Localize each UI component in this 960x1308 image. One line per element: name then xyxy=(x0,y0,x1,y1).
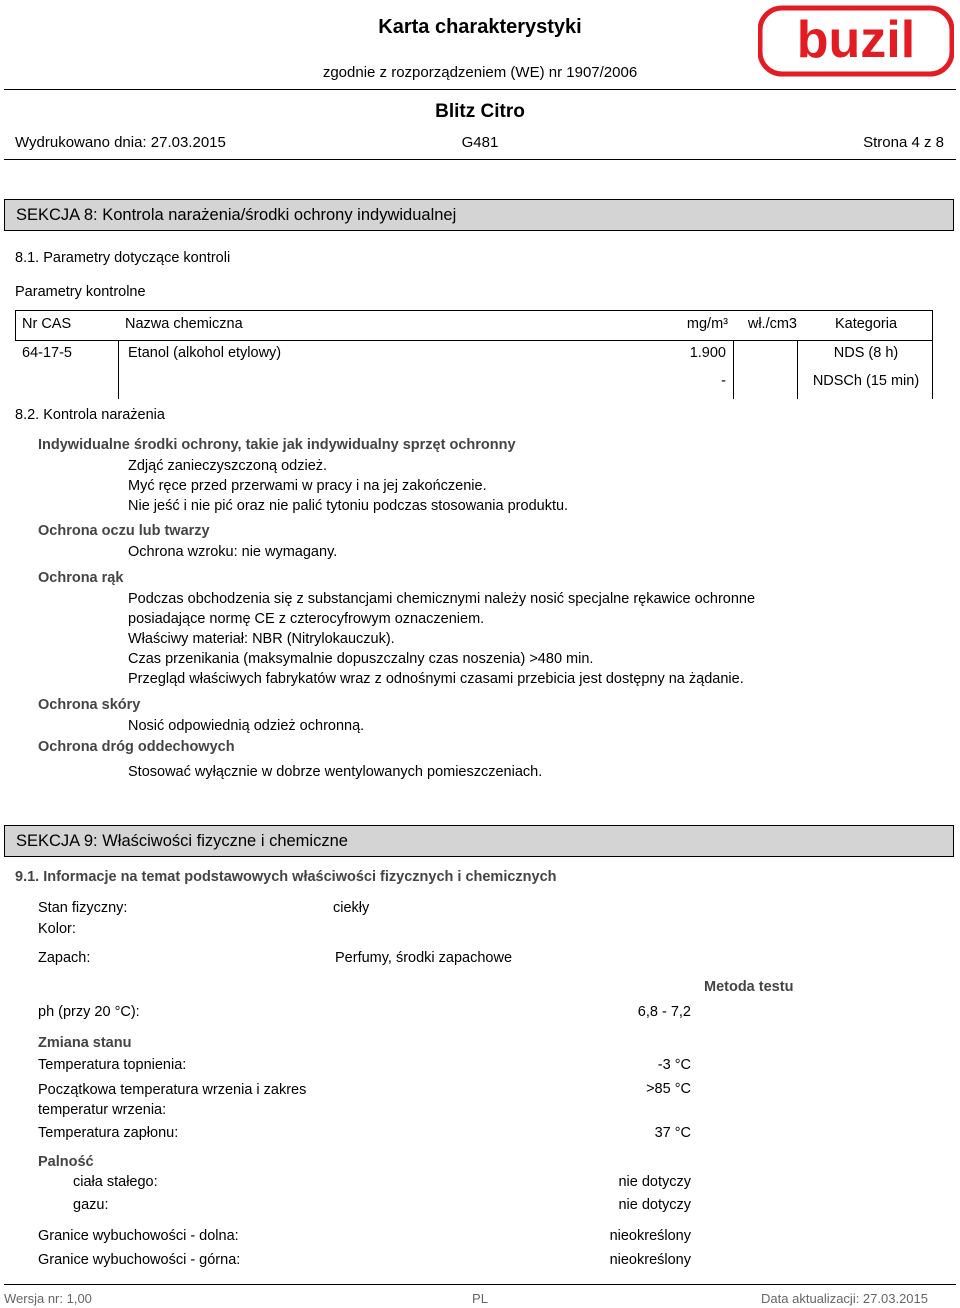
gas-value: nie dotyczy xyxy=(618,1197,691,1213)
ph-value: 6,8 - 7,2 xyxy=(637,1004,691,1020)
personal-line-1: Zdjąć zanieczyszczoną odzież. xyxy=(128,458,328,474)
th-name: Nazwa chemiczna xyxy=(125,316,243,332)
product-name: Blitz Citro xyxy=(435,101,525,122)
flammability-title: Palność xyxy=(38,1154,94,1170)
personal-line-3: Nie jeść i nie pić oraz nie palić tytoniu podczas stosowania produktu. xyxy=(128,498,569,514)
footer-language: PL xyxy=(472,1291,488,1306)
boiling-point-label-1: Początkowa temperatura wrzenia i zakres xyxy=(38,1082,307,1098)
td-mg: 1.900 xyxy=(689,345,726,361)
state-change-title: Zmiana stanu xyxy=(38,1035,132,1051)
eye-protection-line: Ochrona wzroku: nie wymagany. xyxy=(128,544,338,560)
boiling-point-label-2: temperatur wrzenia: xyxy=(38,1102,167,1118)
logo-wordmark: buzil xyxy=(796,11,916,69)
td-cas: 64-17-5 xyxy=(22,345,72,361)
respiratory-protection-title: Ochrona dróg oddechowych xyxy=(38,739,235,755)
section8-header: SEKCJA 8: Kontrola narażenia/środki ochrony indywidualnej xyxy=(4,199,954,231)
lower-explosion-label: Granice wybuchowości - dolna: xyxy=(38,1228,239,1244)
printed-date: Wydrukowano dnia: 27.03.2015 xyxy=(15,134,226,151)
document-title: Karta charakterystyki xyxy=(378,16,582,38)
skin-protection-line: Nosić odpowiednią odzież ochronną. xyxy=(128,718,365,734)
product-code: G481 xyxy=(461,134,499,151)
flash-point-value: 37 °C xyxy=(654,1125,691,1141)
personal-protection-title: Indywidualne środki ochrony, takie jak indywidualny sprzęt ochronny xyxy=(38,437,516,453)
hand-line-3: Właściwy materiał: NBR (Nitrylokauczuk). xyxy=(128,631,395,647)
melting-point-label: Temperatura topnienia: xyxy=(38,1057,187,1073)
td-name: Etanol (alkohol etylowy) xyxy=(128,345,282,361)
state-value: ciekły xyxy=(333,900,370,916)
color-label: Kolor: xyxy=(38,921,76,937)
flash-point-label: Temperatura zapłonu: xyxy=(38,1125,179,1141)
boiling-point-value: >85 °C xyxy=(646,1081,691,1097)
upper-explosion-label: Granice wybuchowości - górna: xyxy=(38,1252,241,1268)
params-label: Parametry kontrolne xyxy=(15,284,146,300)
personal-line-2: Myć ręce przed przerwami w pracy i na jej zakończenie. xyxy=(128,478,487,494)
section9-1-title: 9.1. Informacje na temat podstawowych właściwości fizycznych i chemicznych xyxy=(15,869,557,885)
section9-header: SEKCJA 9: Właściwości fizyczne i chemiczne xyxy=(4,825,954,857)
td-category-2: NDSCh (15 min) xyxy=(812,373,920,389)
footer-version: Wersja nr: 1,00 xyxy=(4,1291,92,1306)
td-category: NDS (8 h) xyxy=(833,345,899,361)
test-method-header: Metoda testu xyxy=(704,979,794,995)
odor-value: Perfumy, środki zapachowe xyxy=(335,950,513,966)
gas-label: gazu: xyxy=(73,1197,109,1213)
th-mg: mg/m³ xyxy=(686,316,728,332)
skin-protection-title: Ochrona skóry xyxy=(38,697,141,713)
melting-point-value: -3 °C xyxy=(657,1057,691,1073)
hand-line-4: Czas przenikania (maksymalnie dopuszczalny czas noszenia) >480 min. xyxy=(128,651,594,667)
hand-protection-title: Ochrona rąk xyxy=(38,570,124,586)
hand-line-2: posiadające normę CE z czterocyfrowym oznaczeniem. xyxy=(128,611,485,627)
hand-line-1: Podczas obchodzenia się z substancjami chemicznymi należy nosić specjalne rękawice ochronne xyxy=(128,591,756,607)
section8-2-title: 8.2. Kontrola narażenia xyxy=(15,407,165,423)
document-subtitle: zgodnie z rozporządzeniem (WE) nr 1907/2006 xyxy=(322,64,638,81)
th-wl: wł./cm3 xyxy=(747,316,797,332)
td-mg-2: - xyxy=(721,373,726,389)
eye-protection-title: Ochrona oczu lub twarzy xyxy=(38,523,210,539)
page-number: Strona 4 z 8 xyxy=(863,134,944,151)
buzil-logo xyxy=(758,5,954,77)
solid-value: nie dotyczy xyxy=(618,1174,691,1190)
th-category: Kategoria xyxy=(834,316,898,332)
section8-1-title: 8.1. Parametry dotyczące kontroli xyxy=(15,250,231,266)
odor-label: Zapach: xyxy=(38,950,91,966)
upper-explosion-value: nieokreślony xyxy=(609,1252,691,1268)
lower-explosion-value: nieokreślony xyxy=(609,1228,691,1244)
state-label: Stan fizyczny: xyxy=(38,900,128,916)
hand-line-5: Przegląd właściwych fabrykatów wraz z odnośnymi czasami przebicia jest dostępny na żądanie. xyxy=(128,671,744,687)
respiratory-protection-line: Stosować wyłącznie w dobrze wentylowanych pomieszczeniach. xyxy=(128,764,543,780)
footer-update-date: Data aktualizacji: 27.03.2015 xyxy=(761,1291,928,1306)
th-cas: Nr CAS xyxy=(22,316,72,332)
solid-label: ciała stałego: xyxy=(73,1174,158,1190)
ph-label: ph (przy 20 °C): xyxy=(38,1004,140,1020)
